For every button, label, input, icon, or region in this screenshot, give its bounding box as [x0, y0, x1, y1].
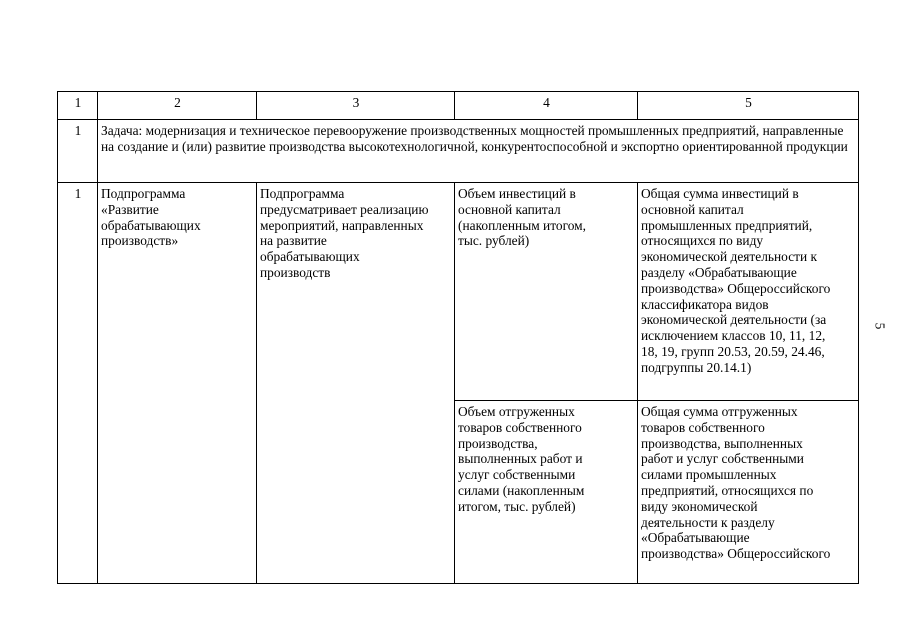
- column-number: 3: [257, 92, 455, 120]
- column-number: 1: [58, 92, 98, 120]
- row-number: 1: [58, 183, 98, 584]
- task-text: Задача: модернизация и техническое перевооружение производственных мощностей промышленных предприятий, направленные на создание и (или) развитие производства высокотехнологичной, конкурентоспособной и экспортно ориентированной продукции: [98, 120, 859, 183]
- subprogram-name: Подпрограмма «Развитие обрабатывающих производств»: [98, 183, 257, 584]
- column-number: 4: [455, 92, 638, 120]
- indicators-table: [57, 91, 859, 584]
- column-number: 5: [638, 92, 859, 120]
- subprogram-description: Подпрограмма предусматривает реализацию мероприятий, направленных на развитие обрабатывающих производств: [257, 183, 455, 584]
- task-number: 1: [58, 120, 98, 183]
- indicator-definition: Общая сумма инвестиций в основной капитал промышленных предприятий, относящихся по виду экономической деятельности к разделу «Обрабатывающие производства» Общероссийского классификатора видов экономической деятельности (за исключением классов 10, 11, 12, 18, 19, групп 20.53, 20.59, 24.46, подгруппы 20.14.1): [638, 183, 859, 401]
- indicator-row: [58, 183, 859, 401]
- indicator-name: Объем отгруженных товаров собственного производства, выполненных работ и услуг собственными силами (накопленным итогом, тыс. рублей): [455, 401, 638, 584]
- indicator-definition: Общая сумма отгруженных товаров собственного производства, выполненных работ и услуг собственными силами промышленных предприятий, относящихся по виду экономической деятельности к разделу «Обрабатывающие производства» Общероссийского: [638, 401, 859, 584]
- page-number: 5: [872, 322, 888, 330]
- column-number: 2: [98, 92, 257, 120]
- indicator-name: Объем инвестиций в основной капитал (накопленным итогом, тыс. рублей): [455, 183, 638, 401]
- task-row: [58, 120, 859, 183]
- column-number-row: [58, 92, 859, 120]
